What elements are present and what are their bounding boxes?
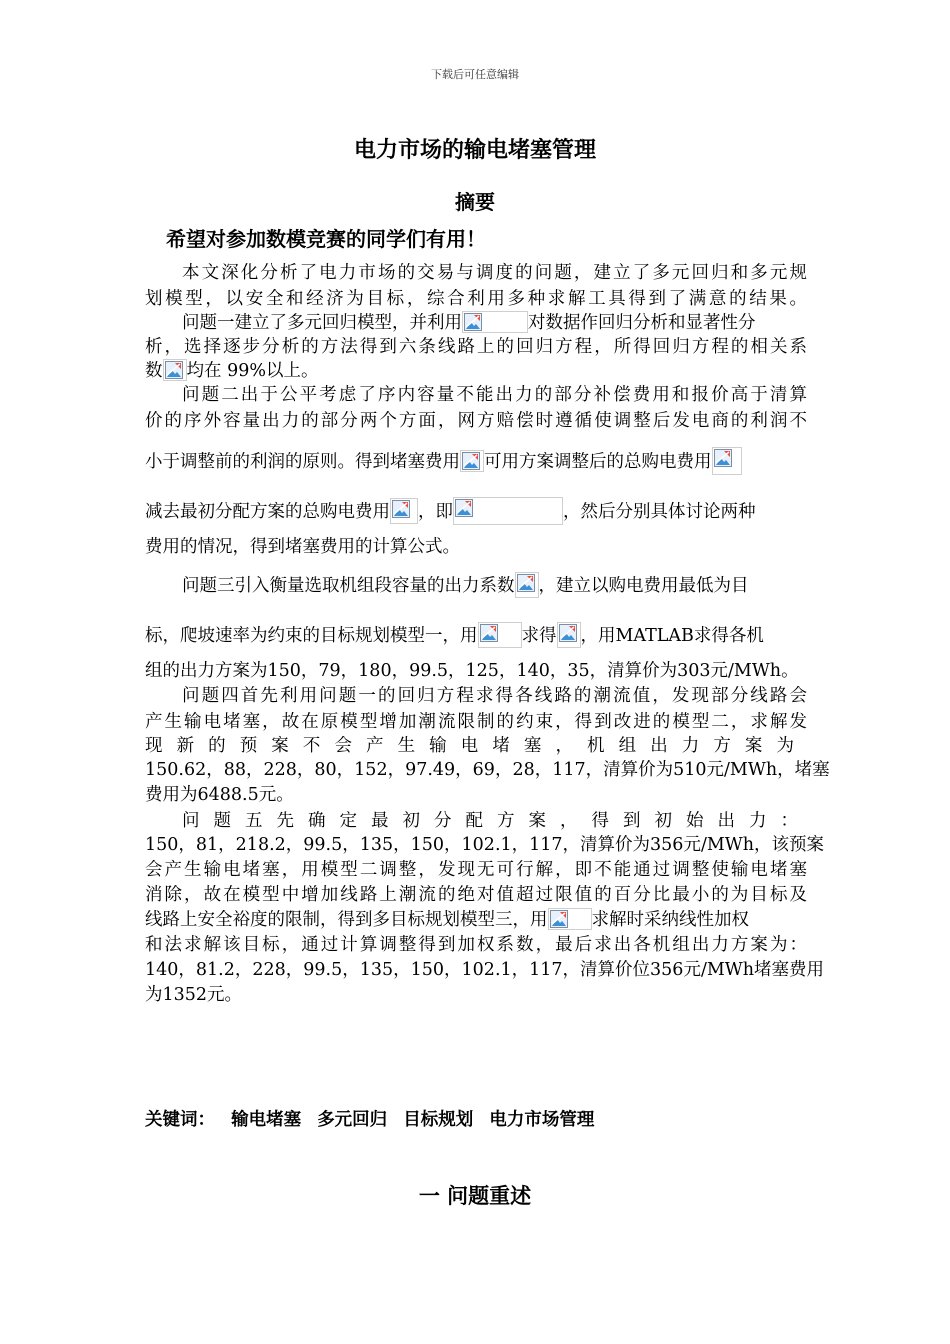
abstract-line: 线路上安全裕度的限制，得到多目标规划模型三，用 求解时采纳线性加权 xyxy=(145,910,749,930)
abstract-line: 150，81，218.2，99.5，135，150，102.1，117，清算价为356元/MWh，该预案 xyxy=(145,835,825,855)
page-header: 下载后可任意编辑 xyxy=(431,68,519,81)
abstract-line: 150.62，88，228，80，152，97.49，69，28，117，清算价为510元/MWh，堵塞 xyxy=(145,760,830,780)
abstract-line: 本文深化分析了电力市场的交易与调度的问题，建立了多元回归和多元规 xyxy=(182,263,807,283)
broken-image-icon xyxy=(390,498,418,524)
broken-image-icon xyxy=(462,311,528,333)
abstract-line: 组的出力方案为150，79，180，99.5，125，140，35，清算价为303元/MWh。 xyxy=(145,661,799,681)
abstract-line: 会产生输电堵塞，用模型二调整，发现无可行解，即不能通过调整使输电堵塞 xyxy=(145,860,807,880)
broken-image-icon xyxy=(557,622,581,648)
document-title: 电力市场的输电堵塞管理 xyxy=(353,138,596,163)
abstract-line: 问题四首先利用问题一的回归方程求得各线路的潮流值，发现部分线路会 xyxy=(182,686,807,706)
abstract-line: 数 均在 99%以上。 xyxy=(145,361,319,381)
keyword: 电力市场管理 xyxy=(489,1110,595,1130)
section-heading: 一 问题重述 xyxy=(418,1184,532,1208)
broken-image-icon xyxy=(163,359,187,381)
abstract-line: 划模型，以安全和经济为目标，综合利用多种求解工具得到了满意的结果。 xyxy=(145,289,807,309)
abstract-line: 减去最初分配方案的总购电费用 ，即 ，然后分别具体讨论两种 xyxy=(145,497,807,525)
abstract-line: 和法求解该目标，通过计算调整得到加权系数，最后求出各机组出力方案为： xyxy=(145,935,807,955)
keywords-label: 关键词： xyxy=(145,1110,215,1130)
abstract-line: 小于调整前的利润的原则。得到堵塞费用 可用方案调整后的总购电费用 xyxy=(145,447,807,475)
keywords-line xyxy=(145,1106,604,1131)
wish-line: 希望对参加数模竞赛的同学们有用！ xyxy=(166,227,486,251)
abstract-line: 产生输电堵塞，故在原模型增加潮流限制的约束，得到改进的模型二，求解发 xyxy=(145,712,807,732)
abstract-line: 标，爬坡速率为约束的目标规划模型一，用 求得 ，用MATLAB求得各机 xyxy=(145,622,807,648)
abstract-line: 费用的情况，得到堵塞费用的计算公式。 xyxy=(145,537,460,557)
abstract-line: 问题一建立了多元回归模型，并利用 对数据作回归分析和显著性分 xyxy=(182,313,756,333)
abstract-line: 问题二出于公平考虑了序内容量不能出力的部分补偿费用和报价高于清算 xyxy=(182,385,807,405)
keyword: 多元回归 xyxy=(317,1110,388,1130)
abstract-line: 价的序外容量出力的部分两个方面，网方赔偿时遵循使调整后发电商的利润不 xyxy=(145,411,807,431)
abstract-line: 费用为6488.5元。 xyxy=(145,785,294,805)
broken-image-icon xyxy=(515,572,539,598)
broken-image-icon xyxy=(453,497,563,525)
broken-image-icon xyxy=(548,908,592,930)
abstract-line: 现新的预案不会产生输电堵塞，机组出力方案为 xyxy=(145,736,807,756)
broken-image-icon xyxy=(460,450,484,472)
abstract-line: 消除，故在模型中增加线路上潮流的绝对值超过限值的百分比最小的为目标及 xyxy=(145,885,807,905)
keyword: 输电堵塞 xyxy=(231,1110,302,1130)
abstract-line: 140，81.2，228，99.5，135，150，102.1，117，清算价位356元/MWh堵塞费用 xyxy=(145,960,825,980)
abstract-heading: 摘要 xyxy=(455,190,495,214)
abstract-line: 析，选择逐步分析的方法得到六条线路上的回归方程，所得回归方程的相关系 xyxy=(145,337,807,357)
broken-image-icon xyxy=(712,447,742,475)
abstract-line: 为1352元。 xyxy=(145,985,243,1005)
broken-image-icon xyxy=(478,622,522,648)
keyword: 目标规划 xyxy=(403,1110,474,1130)
abstract-line: 问题五先确定最初分配方案，得到初始出力： xyxy=(182,811,812,831)
abstract-line: 问题三引入衡量选取机组段容量的出力系数 ，建立以购电费用最低为目 xyxy=(182,572,807,598)
